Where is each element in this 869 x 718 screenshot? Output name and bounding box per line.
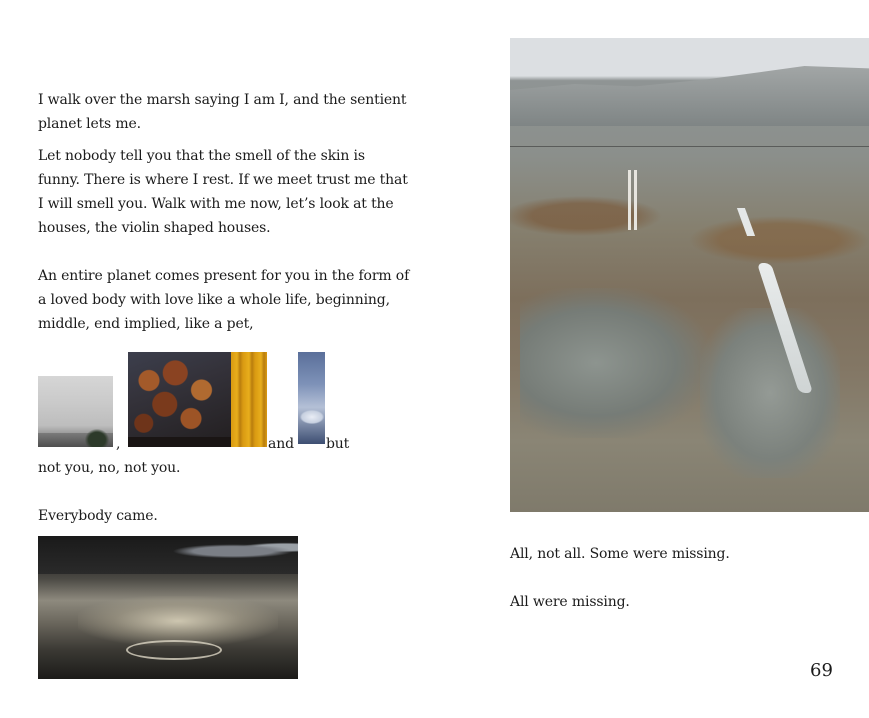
autumn-tree-photo: [128, 352, 267, 447]
paragraph-line: I will smell you. Walk with me now, let’s look at the: [38, 196, 394, 212]
paragraph-line: All were missing.: [510, 594, 630, 610]
paragraph-line: All, not all. Some were missing.: [510, 546, 730, 562]
paragraph-line: middle, end implied, like a pet,: [38, 316, 254, 332]
paragraph-line: a loved body with love like a whole life, beginning,: [38, 292, 390, 308]
page-number: 69: [810, 660, 833, 681]
inline-and: and: [268, 436, 294, 452]
paragraph-line: houses, the violin shaped houses.: [38, 220, 271, 236]
right-page: [480, 0, 869, 718]
paragraph-line: Everybody came.: [38, 508, 158, 524]
inline-but: but: [326, 436, 350, 452]
paragraph-line: An entire planet comes present for you in the form of: [38, 268, 410, 284]
paragraph-line: Let nobody tell you that the smell of the skin is: [38, 148, 365, 164]
fog-photo: [38, 376, 113, 447]
paragraph-line: funny. There is where I rest. If we meet trust me that: [38, 172, 408, 188]
mountain-waterfall-photo: [510, 38, 869, 512]
paragraph-line: planet lets me.: [38, 116, 141, 132]
water-photo: [38, 536, 298, 679]
paragraph-line: not you, no, not you.: [38, 460, 181, 476]
sky-photo: [298, 352, 325, 444]
paragraph-line: I walk over the marsh saying I am I, and the sentient: [38, 92, 407, 108]
inline-comma: ,: [116, 436, 121, 452]
